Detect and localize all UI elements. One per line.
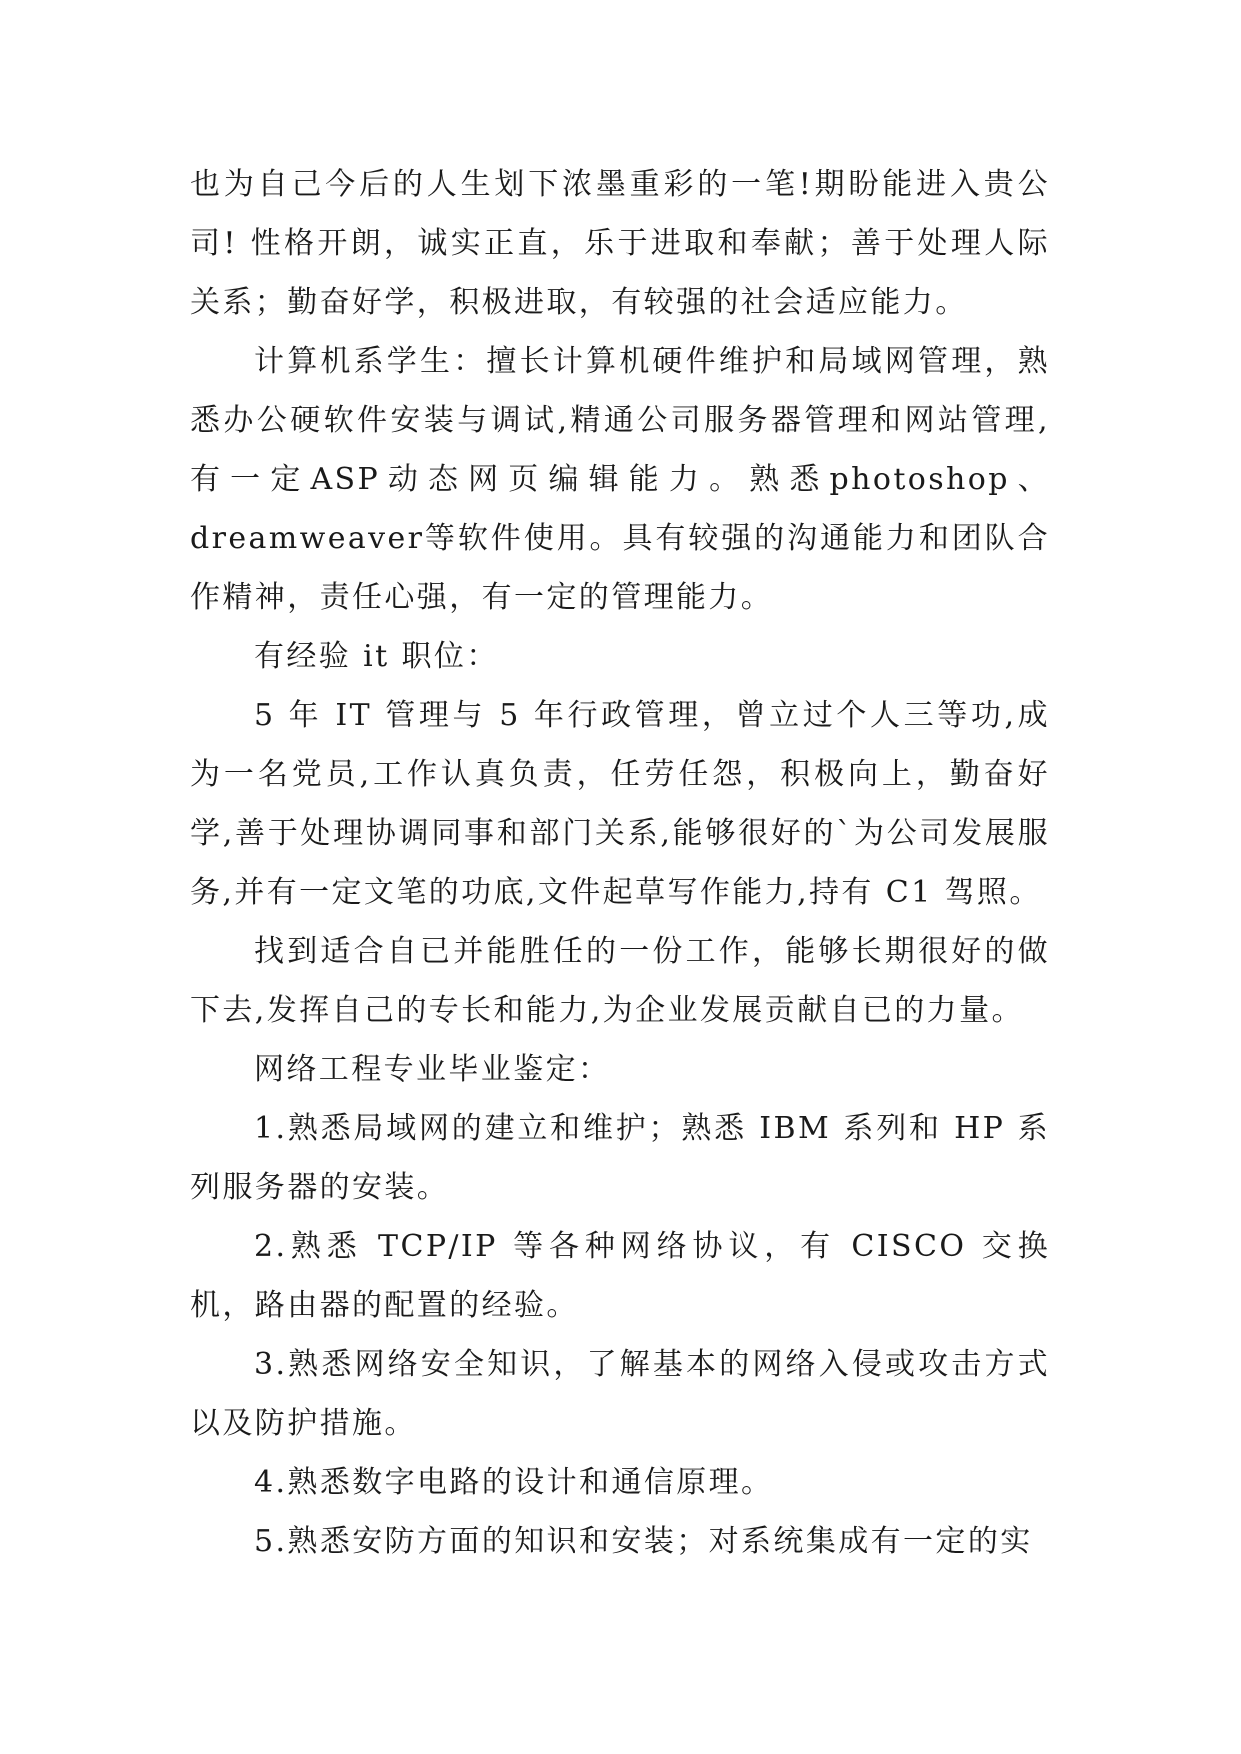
list-item-5: 5.熟悉安防方面的知识和安装；对系统集成有一定的实: [254, 1524, 1033, 1559]
paragraph-it-experience: 5 年 IT 管理与 5 年行政管理，曾立过个人三等功,成为一名党员,工作认真负责，任劳任怨，积极向上，勤奋好学,善于处理协调同事和部门关系,能够很好的`为公司发展服务,并有一定文笔的功底,文件起草写作能力,持有 C1 驾照。: [190, 698, 1050, 910]
paragraph-network-heading: 网络工程专业毕业鉴定：: [254, 1052, 611, 1087]
paragraph-cs-student: 计算机系学生：擅长计算机硬件维护和局域网管理，熟悉办公硬软件安装与调试,精通公司服务器管理和网站管理,有一定ASP动态网页编辑能力。熟悉photoshop、dreamweaver等软件使用。具有较强的沟通能力和团队合作精神，责任心强，有一定的管理能力。: [190, 344, 1050, 615]
list-item-2: 2.熟悉 TCP/IP 等各种网络协议，有 CISCO 交换机，路由器的配置的经验。: [190, 1229, 1050, 1323]
document-body: [190, 155, 1050, 1571]
list-item-3: 3.熟悉网络安全知识，了解基本的网络入侵或攻击方式以及防护措施。: [190, 1347, 1050, 1441]
list-item-4: 4.熟悉数字电路的设计和通信原理。: [254, 1465, 774, 1500]
paragraph-goal: 找到适合自已并能胜任的一份工作，能够长期很好的做下去,发挥自己的专长和能力,为企业发展贡献自已的力量。: [190, 934, 1050, 1028]
paragraph-intro: 也为自己今后的人生划下浓墨重彩的一笔!期盼能进入贵公司! 性格开朗，诚实正直，乐于进取和奉献；善于处理人际关系；勤奋好学，积极进取，有较强的社会适应能力。: [190, 167, 1050, 320]
paragraph-it-heading: 有经验 it 职位：: [254, 639, 499, 674]
list-item-1: 1.熟悉局域网的建立和维护；熟悉 IBM 系列和 HP 系列服务器的安装。: [190, 1111, 1050, 1205]
